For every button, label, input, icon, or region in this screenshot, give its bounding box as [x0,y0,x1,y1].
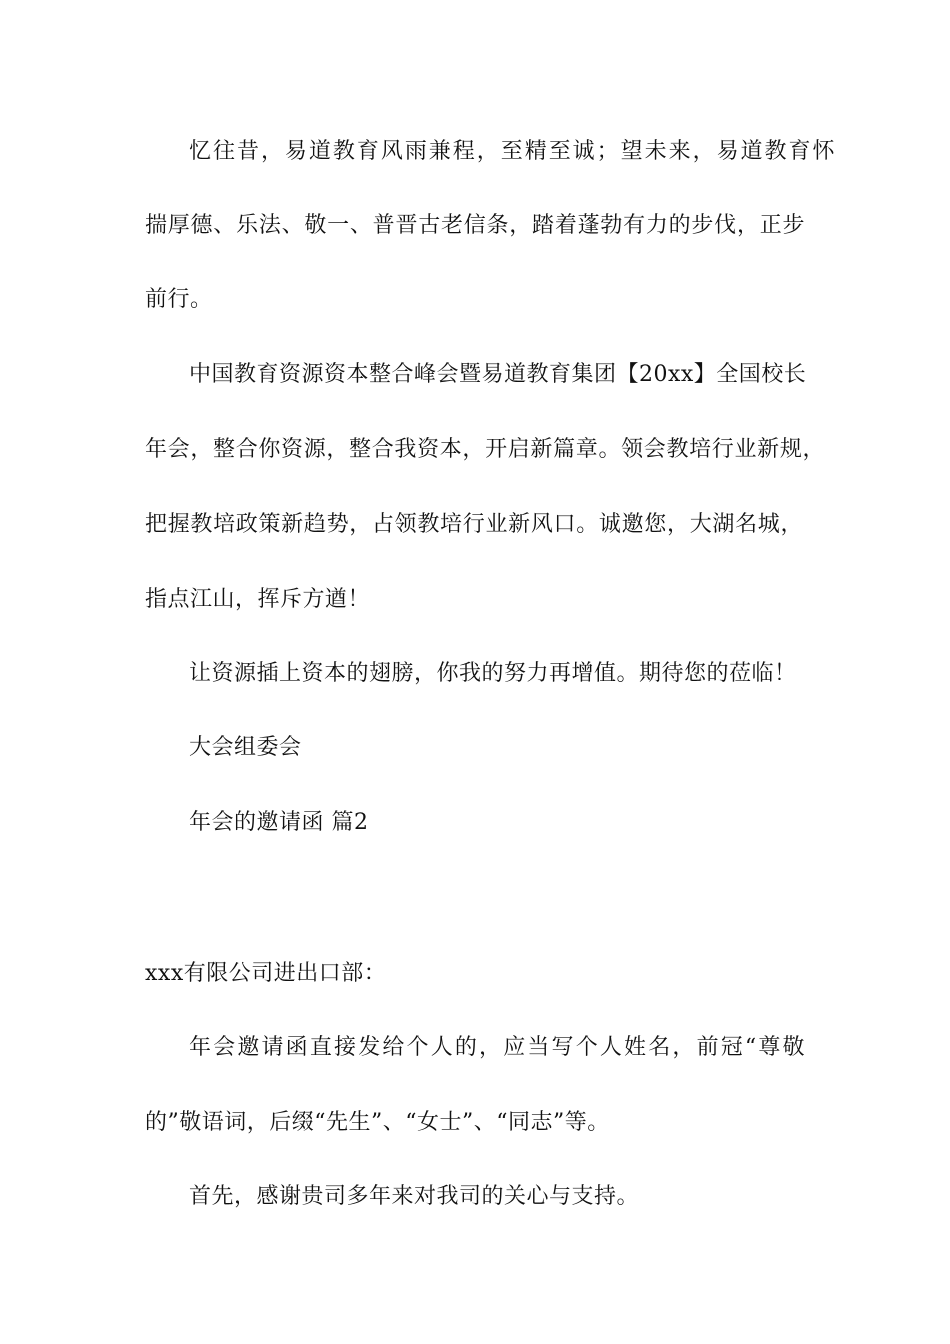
paragraph-2-line-1: 中国教育资源资本整合峰会暨易道教育集团【20xx】全国校长 [189,362,807,387]
paragraph-2-line-3: 把握教培政策新趋势，占领教培行业新风口。诚邀您，大湖名城， [145,512,803,537]
paragraph-1-line-2: 揣厚德、乐法、敬一、普晋古老信条，踏着蓬勃有力的步伐，正步 [145,213,805,238]
paragraph-5: 首先，感谢贵司多年来对我司的关心与支持。 [189,1184,640,1209]
salutation: xxx有限公司进出口部： [145,961,387,986]
paragraph-4-line-2: 的”敬语词，后缀“先生”、“女士”、“同志”等。 [145,1110,610,1135]
paragraph-4-line-1: 年会邀请函直接发给个人的，应当写个人姓名，前冠“尊敬 [189,1035,805,1060]
signature: 大会组委会 [189,735,302,760]
section-title: 年会的邀请函 篇2 [189,810,369,835]
paragraph-2-line-2: 年会，整合你资源，整合我资本，开启新篇章。领会教培行业新规， [145,437,825,462]
paragraph-2-line-4: 指点江山，挥斥方遒！ [145,587,371,612]
paragraph-1-line-3: 前行。 [145,287,213,312]
paragraph-3: 让资源插上资本的翅膀，你我的努力再增值。期待您的莅临！ [189,661,797,686]
paragraph-1-line-1: 忆往昔，易道教育风雨兼程，至精至诚；望未来，易道教育怀 [189,139,835,164]
